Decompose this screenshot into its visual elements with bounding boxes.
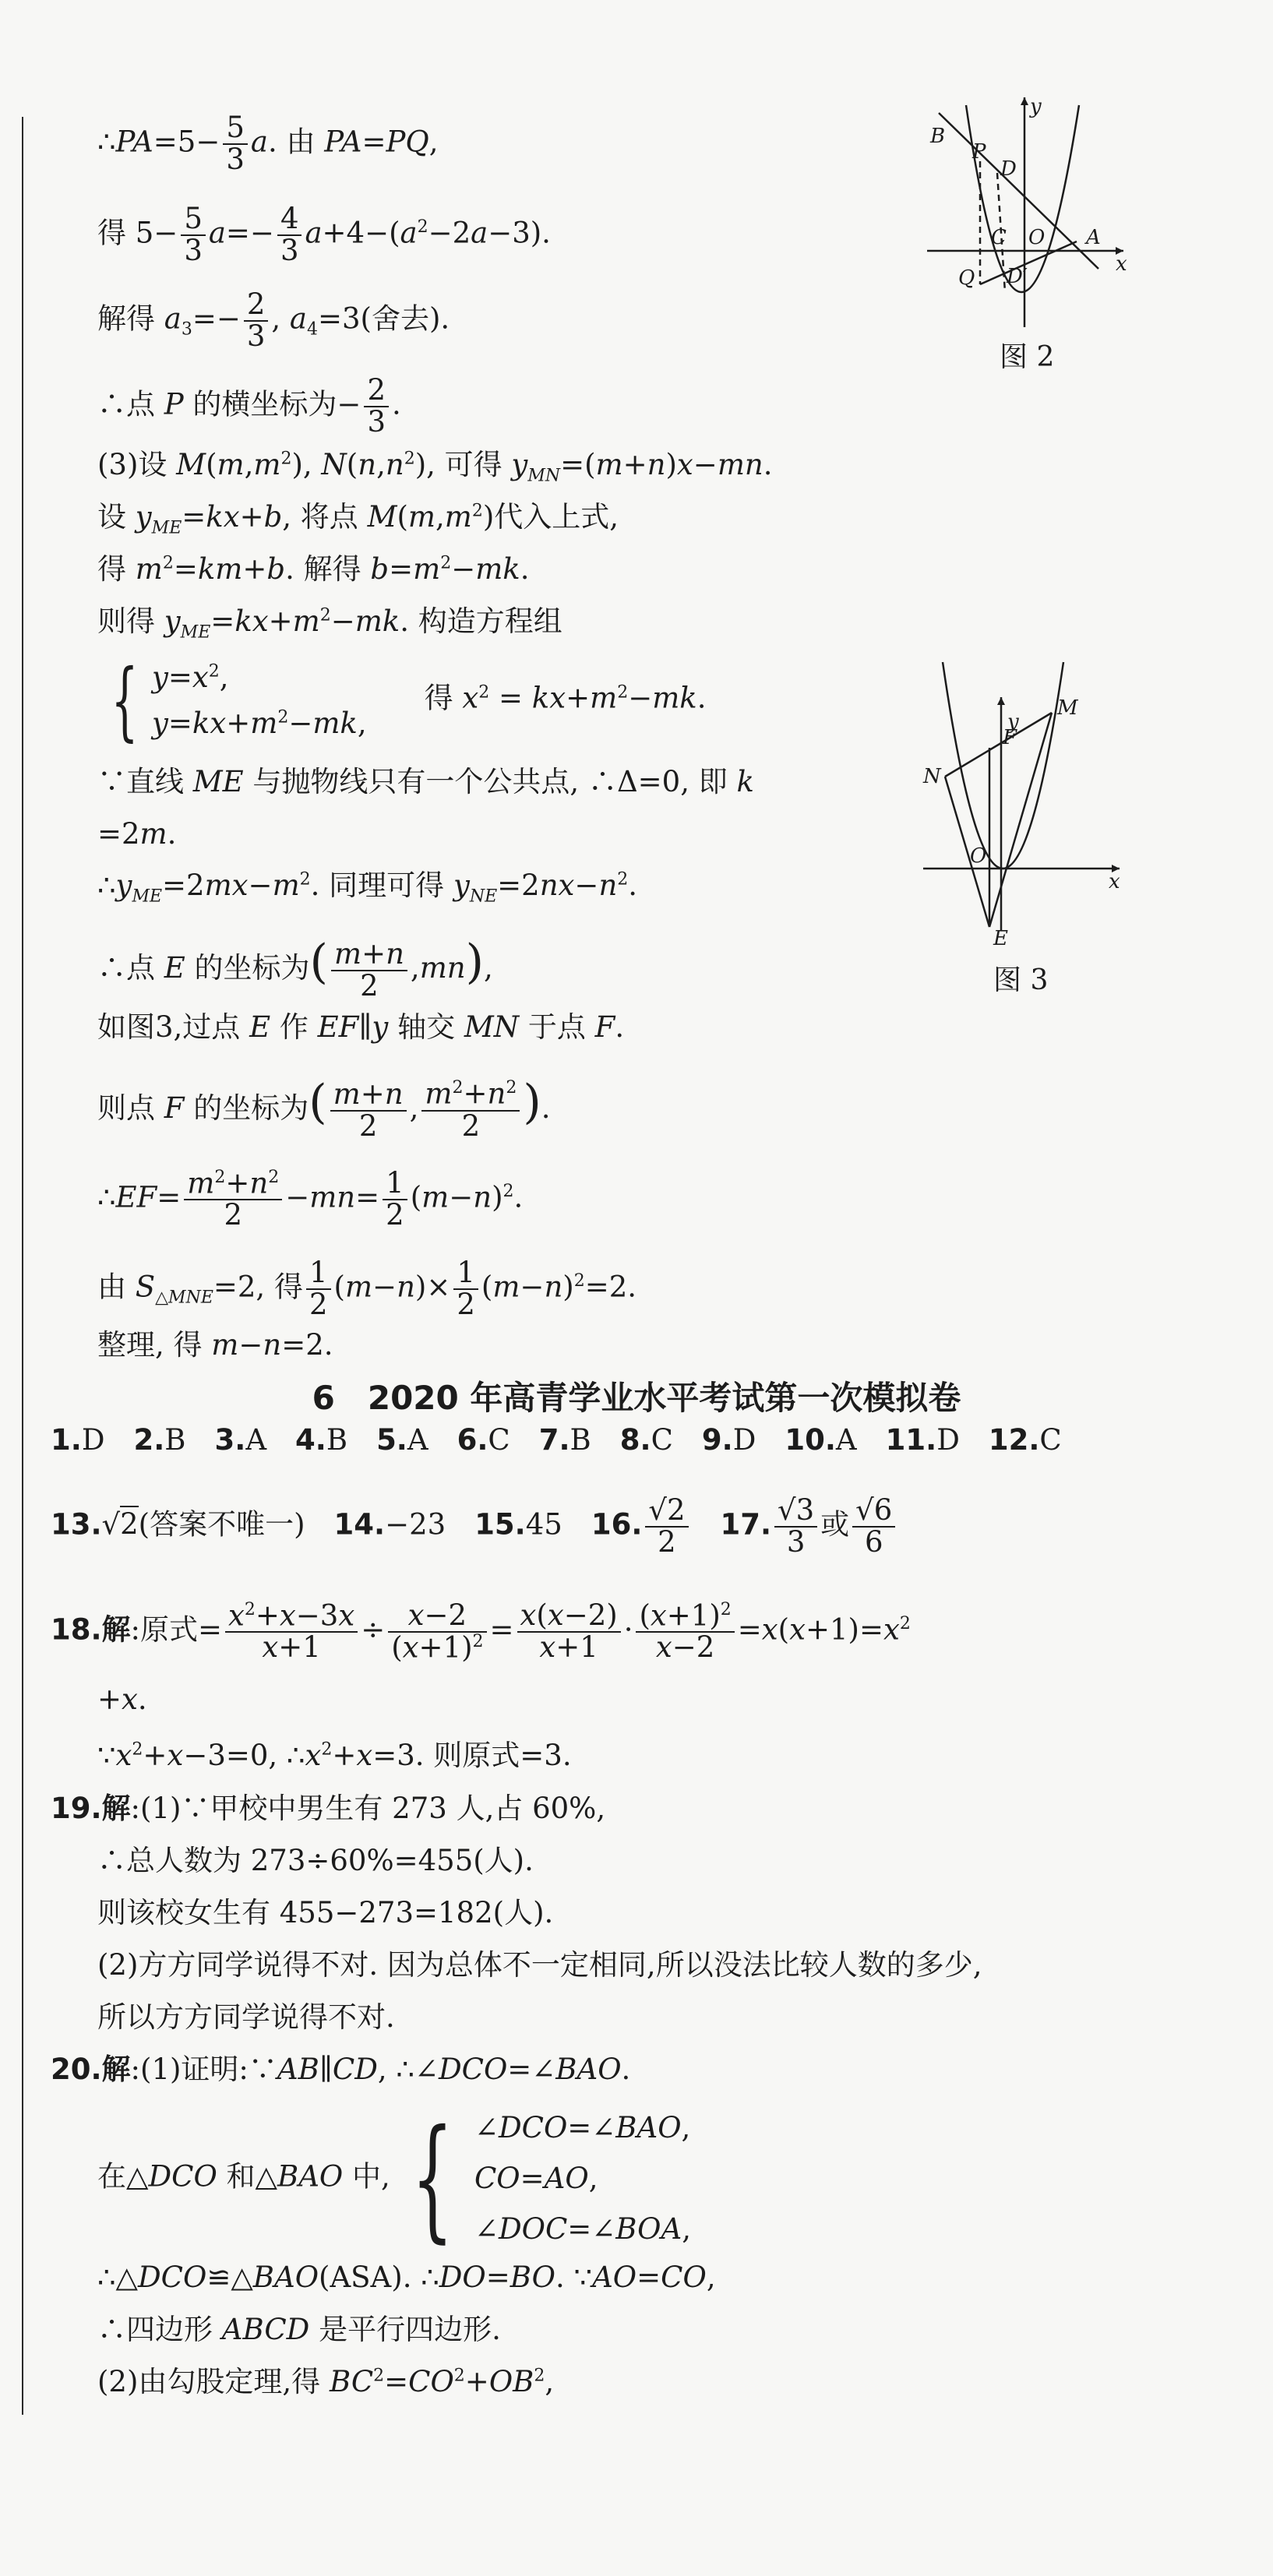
solution-line-1: ∴PA=5− $\frac{5}{3}$ a. 由 PA=PQ, <box>97 111 439 176</box>
solution-line-17: 由 $S_{\triangle MNE}=2$, 得 $\frac{1}{2}$ (m−n)× $\frac{1}{2}$ $(m-n)^2=2$. <box>97 1256 637 1321</box>
solution-line-4: ∴点 P 的横坐标为− $\frac{2}{3}$ . <box>97 373 401 439</box>
fig2-label-O: O <box>1028 226 1046 249</box>
solution-line-10: ∵直线 ME 与抛物线只有一个公共点, ∴Δ=0, 即 k <box>97 765 754 798</box>
solution-line-18: 整理, 得 m−n=2. <box>97 1328 333 1362</box>
fig3-label-F: F <box>1003 726 1017 749</box>
fig3-parabola <box>943 662 1063 869</box>
q19-line-3: 则该校女生有 455−273=182(人). <box>97 1896 554 1929</box>
answers-row-1: 1.D 2.B 3.A 4.B 5.A 6.C 7.B 8.C 9.D 10.A 11.D 12.C <box>51 1423 1062 1457</box>
solution-line-7: 得 $m^2=km+b$. 解得 $b=m^2-mk$. <box>97 552 530 586</box>
fig3-label-x: x <box>1109 870 1120 893</box>
fig3-label-O: O <box>970 844 987 868</box>
fig2-label-A: A <box>1086 226 1101 249</box>
fig2-label-x: x <box>1116 252 1127 276</box>
solution-line-16: ∴EF= $\frac{m^2+n^2}{2}$ −mn= $\frac{1}{2}$ $(m-n)^2$. <box>97 1166 524 1232</box>
solution-line-8: 则得 $y_{ME}=kx+m^2-mk$. 构造方程组 <box>97 604 562 643</box>
solution-line-6: 设 $y_{ME}=kx+b$, 将点 $M(m,m^2)$代入上式, <box>97 500 619 538</box>
q19-line-1: 19.解:(1)∵甲校中男生有 273 人,占 60%, <box>51 1792 606 1825</box>
q18-line-1: 18.解:原式= $\frac{x^2+x-3x}{x+1}$ ÷ $\frac{x-2}{(x+1)^2}$ = $\frac{x(x-2)}{x+1}$ · $\frac{(x+1)^2}{x-2}$ $=x(x+1)=x^2$ <box>51 1598 911 1665</box>
q20-congruence-system: 在△DCO 和△BAO 中, { ∠DCO=∠BAO, CO=AO, ∠DOC=∠BOA, <box>97 2102 691 2257</box>
answers-row-2: 13.√2(答案不唯一) 14.−23 15.45 16. $\frac{√2}{2}$ 17. $\frac{√3}{3}$ 或 $\frac{√6}{6}$ <box>51 1496 898 1558</box>
figure-2-diagram <box>919 90 1130 339</box>
solution-line-11: =2m. <box>97 817 177 851</box>
q18-line-3: $\because x^2+x-3=0$, $\therefore x^2+x=3$. 则原式=3. <box>97 1739 572 1772</box>
section-title: 6 2020 年高青学业水平考试第一次模拟卷 <box>312 1379 961 1417</box>
figure-3-diagram <box>915 650 1126 946</box>
q19-line-2: ∴总人数为 273÷60%=455(人). <box>97 1844 534 1877</box>
figure-2-caption: 图 2 <box>1000 341 1055 373</box>
solution-line-5: (3)设 $M(m,m^2)$, $N(n,n^2)$, 可得 $y_{MN}=(m+n)x-mn$. <box>97 448 773 486</box>
q19-line-5: 所以方方同学说得不对. <box>97 2000 395 2034</box>
fig2-label-Dprime: D′ <box>1007 265 1028 288</box>
q20-line-3: ∴△DCO≌△BAO(ASA). ∴DO=BO. ∵AO=CO, <box>97 2261 716 2294</box>
fig2-label-B: B <box>930 125 946 148</box>
fig3-label-E: E <box>993 927 1008 946</box>
solution-line-13: ∴点 E 的坐标为( $\frac{m+n}{2}$ ,mn), <box>97 935 493 1003</box>
q19-line-4: (2)方方同学说得不对. 因为总体不一定相同,所以没法比较人数的多少, <box>97 1948 982 1982</box>
solution-line-12: $\therefore y_{ME}=2mx-m^2$. 同理可得 $y_{NE}=2nx-n^2$. <box>97 869 638 907</box>
solution-line-3: 解得 $a_3=-$ $\frac{2}{3}$ , $a_4=3$(舍去). <box>97 287 450 353</box>
fig2-parabola <box>966 105 1079 292</box>
solution-line-14: 如图3,过点 E 作 EF∥y 轴交 MN 于点 F. <box>97 1010 625 1044</box>
fig2-label-C: C <box>991 226 1007 249</box>
fig3-label-M: M <box>1057 696 1078 720</box>
figure-3-caption: 图 3 <box>993 964 1049 996</box>
fig2-label-Q: Q <box>958 266 975 290</box>
equation-system: { $y=x^2$, $y=kx+m^2-mk$, 得 $x^2 = kx+m^2-mk$. <box>111 650 707 751</box>
margin-rule <box>22 117 23 2415</box>
solution-line-2: 得 5− $\frac{5}{3}$ a=− $\frac{4}{3}$ $a+4-(a^2-2a-3)$. <box>97 202 551 267</box>
fig2-label-P: P <box>972 140 986 164</box>
q18-line-2: +x. <box>97 1683 147 1716</box>
fig3-label-y: y <box>1007 710 1019 734</box>
solution-line-15: 则点 F 的坐标为( $\frac{m+n}{2}$ , $\frac{m^2+n^2}{2}$ ). <box>97 1075 551 1143</box>
q20-line-4: ∴四边形 ABCD 是平行四边形. <box>97 2313 501 2346</box>
fig2-label-y: y <box>1030 95 1042 118</box>
fig2-label-D: D <box>1000 157 1017 181</box>
fig3-label-N: N <box>923 765 941 788</box>
q20-line-1: 20.解:(1)证明:∵AB∥CD, ∴∠DCO=∠BAO. <box>51 2053 631 2086</box>
q20-line-5: (2)由勾股定理,得 $BC^2=CO^2+OB^2$, <box>97 2365 555 2398</box>
